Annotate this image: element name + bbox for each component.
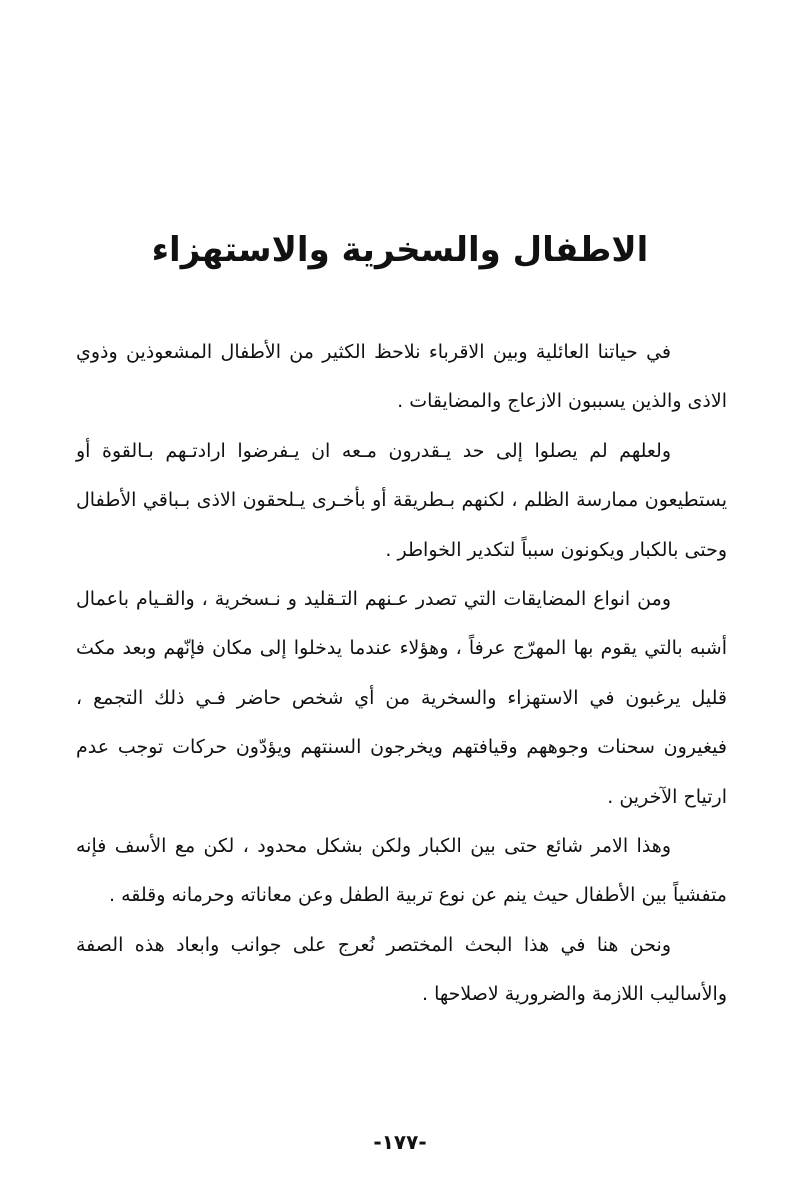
chapter-title: الاطفال والسخرية والاستهزاء (151, 230, 649, 270)
page-number: -١٧٧- (373, 1130, 427, 1154)
paragraph-4: وهذا الامر شائع حتى بين الكبار ولكن بشكل محدود ، لكن مع الأسف فإنه متفشياً بين الأطفال حيث ينم عن نوع تربية الطفل وعن معاناته وحرمانه وقلقه . (76, 835, 727, 907)
paragraph-1: في حياتنا العائلية وبين الاقرباء نلاحظ الكثير من الأطفال المشعوذين وذوي الاذى والذين يسببون الازعاج والمضايقات . (76, 341, 727, 413)
paragraph-5: ونحن هنا في هذا البحث المختصر نُعرج على جوانب وابعاد هذه الصفة والأساليب اللازمة والضرورية لاصلاحها . (76, 933, 727, 1006)
body-text (76, 328, 727, 1020)
paragraph-2: ولعلهم لم يصلوا إلى حد يـقدرون مـعه ان يـفرضوا ارادتـهم بـالقوة أو يستطيعون ممارسة الظلم ، لكنهم بـطريقة أو بأخـرى يـلحقون الاذى بـباقي الأطفال وحتى بالكبار ويكونون سبباً لتكدير الخواطر . (76, 439, 727, 561)
paragraph-3: ومن انواع المضايقات التي تصدر عـنهم التـقليد و نـسخرية ، والقـيام باعمال أشبه بالتي يقوم بها المهرّج عرفاً ، وهؤلاء عندما يدخلوا إلى مكان فإنّهم وبعد مكث قليل يرغبون في الاستهزاء والسخرية من أي شخص حاضر فـي ذلك التجمع ، فيغيرون سحنات وجوههم وقيافتهم ويخرجون السنتهم ويؤدّون حركات توجب عدم ارتياح الآخرين . (76, 588, 727, 808)
